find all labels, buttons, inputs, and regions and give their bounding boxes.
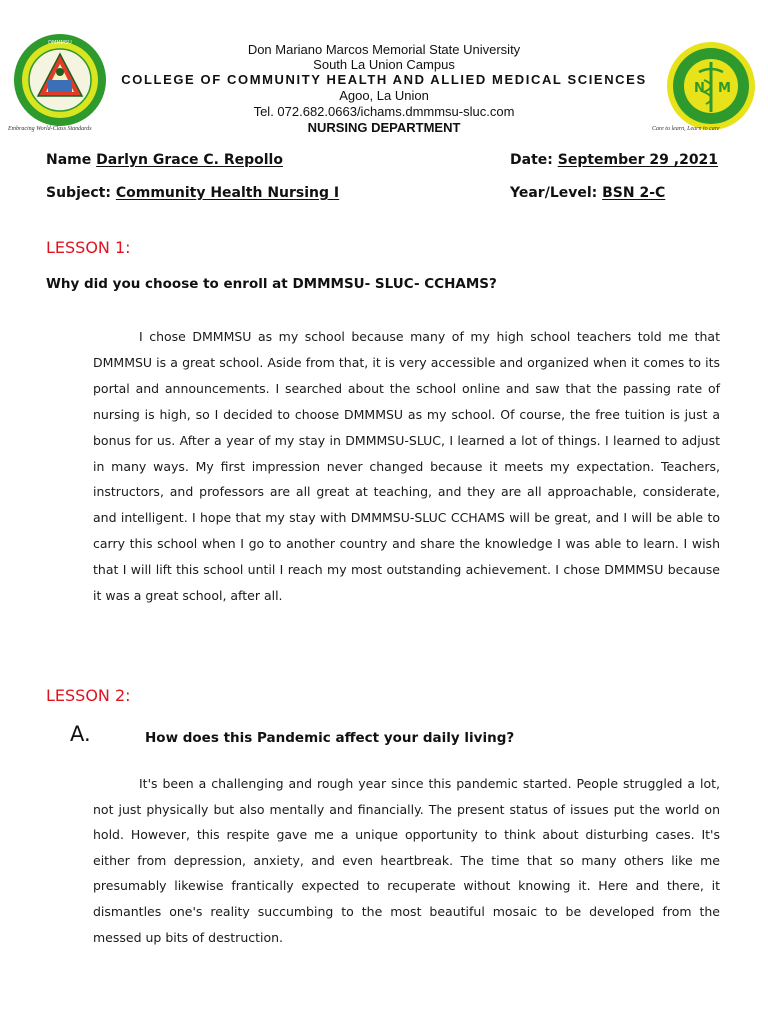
lesson-1-answer: I chose DMMMSU as my school because many of my high school teachers told me that DMMMSU is a great school. Aside from that, it is very accessible and organized when it comes to its portal and announcements. I searched about the school online and saw that the passing rate of nursing is high, so I decided to choose DMMMSU as my school. Of course, the free tuition is just a bonus for us. After a year of my stay in DMMMSU-SLUC, I learned a lot of things. I learned to adjust in many ways. My first impression never changed because it meets my expectation. Teachers, instructors, and professors are all great at teaching, and they are all approachable, considerate, and intelligent. I hope that my stay with DMMMSU-SLUC CCHAMS will be great, and I will be able to carry this school when I go to another country and share the knowledge I was able to learn. I wish that I will lift this school until I reach my most outstanding achievement. I chose DMMMSU because it was a great school, after all. [93,329,720,604]
college-contact: Tel. 072.682.0663/ichams.dmmmsu-sluc.com [253,104,515,119]
left-seal-motto: Embracing World-Class Standards [8,126,92,132]
date-line [510,152,718,168]
university-name: Don Mariano Marcos Memorial State University [247,42,521,57]
year-level-label: Year/Level: [510,185,603,201]
name-value: Darlyn Grace C. Repollo [96,152,283,168]
date-label: Date: [510,152,558,168]
lesson-2-heading: LESSON 2: [46,686,131,705]
subject-line [46,185,339,201]
lesson-2-question: How does this Pandemic affect your daily living? [145,730,515,746]
department-name: NURSING DEPARTMENT [307,120,461,135]
lesson-1-heading: LESSON 1: [46,238,131,257]
lesson-2-answer: It's been a challenging and rough year since this pandemic started. People struggled a lot, not just physically but also mentally and financially. The present status of issues put the world on hold. However, this respite gave me a unique opportunity to think about disturbing cases. It's either from depression, anxiety, and even heartbreak. The time that so many others like me presumably likewise frantically expected to recuperate without knowing it. Here and there, it dismantles one's reality succumbing to the most beautiful mosaic to be developed from the messed up bits of destruction. [93,776,720,945]
date-value: September 29 ,2021 [557,152,719,168]
right-seal-motto: Care to learn, Learn to care [652,126,720,132]
name-label: Name [46,152,97,168]
subject-label: Subject: [46,185,116,201]
year-level-line [510,185,665,201]
campus-name: South La Union Campus [313,57,455,72]
item-letter: A. [70,722,91,746]
lesson-1-question: Why did you choose to enroll at DMMMSU- SLUC- CCHAMS? [46,276,497,292]
name-line [46,152,283,168]
college-location: Agoo, La Union [339,88,429,103]
svg-text:DMMMSU: DMMMSU [48,40,72,46]
subject-value: Community Health Nursing I [115,185,340,201]
college-name: COLLEGE OF COMMUNITY HEALTH AND ALLIED MEDICAL SCIENCES [121,72,647,87]
svg-text:N: N [694,81,705,96]
svg-text:M: M [718,81,731,96]
year-level-value: BSN 2-C [602,185,666,201]
